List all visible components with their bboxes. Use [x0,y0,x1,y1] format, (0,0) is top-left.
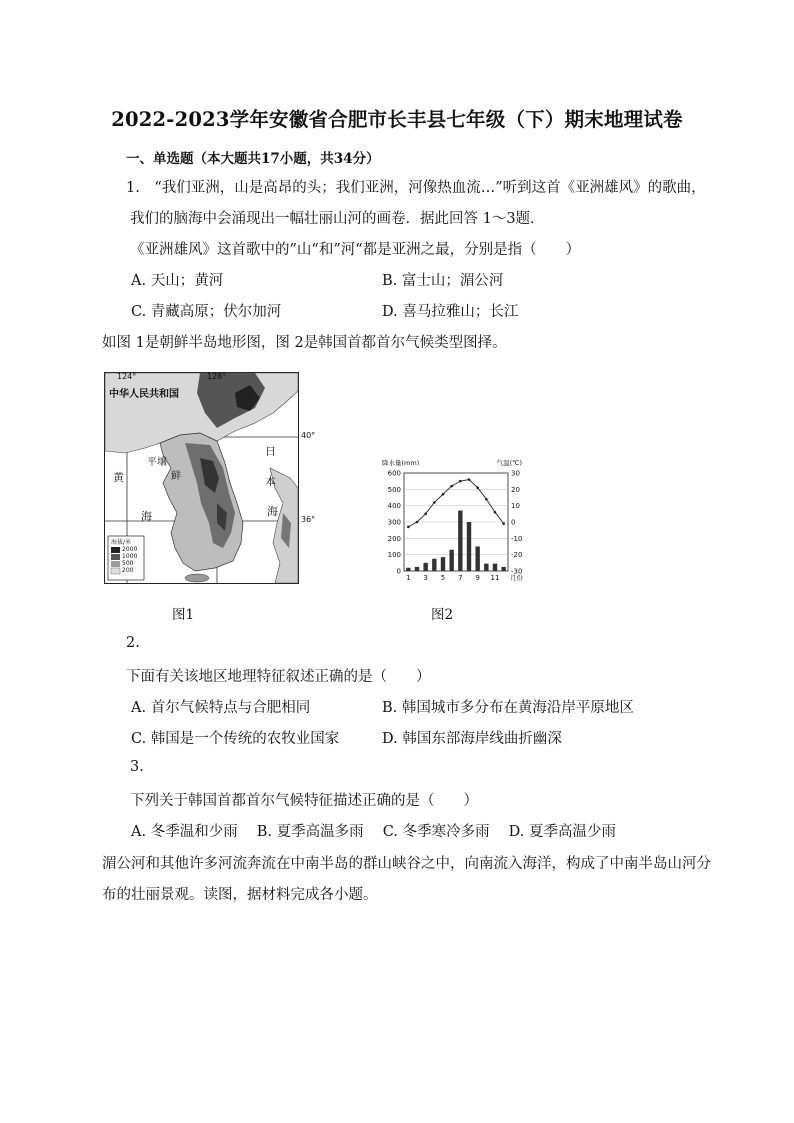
chart-temp-tick: 10 [511,502,520,511]
chart-precip-bar [441,557,445,571]
map-label-china: 中华人民共和国 [109,389,179,400]
korea-map [104,372,316,584]
chart-precip-bar [458,511,462,571]
chart-temp-point [407,526,410,529]
chart-temp-tick: 30 [511,469,520,478]
q2-stem: 下面有关该地区地理特征叙述正确的是（ ） [126,669,431,685]
climate-chart [378,455,530,585]
q1-option-d: D. 喜马拉雅山；长江 [382,304,519,320]
chart-x-tick: 7 [458,574,463,582]
chart-temp-point [476,486,479,489]
chart-precip-tick: 0 [396,567,401,576]
q2-number: 2. [126,635,140,651]
map-label-huang: 黄 [113,471,124,484]
chart-temp-tick: 20 [511,485,520,494]
map-label-ben: 本 [265,475,276,488]
map-label-xian: 鲜 [171,471,181,482]
chart-precip-axis-title: 降水量(mm) [382,459,420,467]
chart-temp-point [459,480,462,483]
chart-precip-bar [501,567,505,571]
chart-precip-bar [449,550,453,571]
q1-stem-line2: 我们的脑海中会涌现出一幅壮丽山河的画卷．据此回答 1～3题． [130,211,545,227]
q1-stem-line3: 《亚洲雄风》这首歌中的”山“和”河“都是亚洲之最，分别是指（ ） [130,242,581,258]
chart-precip-tick: 600 [387,469,401,478]
chart-temp-tick: -10 [511,534,523,543]
q2-option-b: B. 韩国城市多分布在黄海沿岸平原地区 [382,700,634,716]
chart-x-axis-title: 月份 [510,574,523,582]
chart-precip-bar [423,563,427,571]
chart-temp-line [408,480,503,527]
chart-x-tick: 11 [490,574,500,582]
chart-precip-tick: 300 [387,518,401,527]
chart-precip-bar [493,564,497,571]
chart-temp-point [416,521,419,524]
chart-x-tick: 9 [475,574,480,582]
chart-precip-bar [406,568,410,571]
chart-precip-tick: 500 [387,485,401,494]
map-legend-title: 海拔/米 [111,539,132,546]
map-legend-200: 200 [122,567,134,574]
chart-precip-tick: 400 [387,502,401,511]
map-label-pyongyang: 平壤 [147,457,167,468]
figure-intro: 如图 1是朝鲜半岛地形图，图 2是韩国首都首尔气候类型图择。 [102,335,507,351]
chart-precip-bar [467,522,471,571]
chart-x-tick: 3 [423,574,428,582]
chart-precip-bar [432,559,436,571]
chart-precip-tick: 200 [387,534,401,543]
map-lon-128: 128° [207,372,227,381]
q1-stem-line1: 1. “我们亚洲，山是高昂的头；我们亚洲，河像热血流…”听到这首《亚洲雄风》的歌曲， [126,180,706,196]
map-label-ri: 日 [265,445,276,458]
passage-line1: 湄公河和其他许多河流奔流在中南半岛的群山峡谷之中，向南流入海洋，构成了中南半岛山河分 [102,856,711,872]
map-legend-1000: 1000 [122,553,138,560]
chart-temp-point [485,498,488,501]
map-lat-36: 36° [301,515,316,524]
chart-precip-bar [484,564,488,571]
map-legend-2000: 2000 [122,546,138,553]
climate-chart-svg [378,455,530,585]
chart-precip-bar [415,567,419,571]
chart-temp-point [494,511,497,514]
q2-option-a: A. 首尔气候特点与合肥相同 [131,700,311,716]
exam-title: 2022-2023学年安徽省合肥市长丰县七年级（下）期末地理试卷 [111,108,683,131]
q2-option-c: C. 韩国是一个传统的农牧业国家 [131,731,340,747]
chart-temp-point [424,513,427,516]
q3-options: A. 冬季温和少雨 B. 夏季高温多雨 C. 冬季寒冷多雨 D. 夏季高温少雨 [131,824,617,840]
q1-option-c: C. 青藏高原；伏尔加河 [131,304,282,320]
chart-x-tick: 1 [406,574,411,582]
q2-option-d: D. 韩国东部海岸线曲折幽深 [382,731,562,747]
chart-temp-tick: 0 [511,518,516,527]
chart-temp-axis-title: 气温(℃) [496,459,522,467]
q1-option-b: B. 富士山；湄公河 [382,273,504,289]
section-heading: 一、单选题（本大题共17小题，共34分） [126,151,380,167]
map-legend-500: 500 [122,560,134,567]
chart-temp-point [433,501,436,504]
chart-temp-point [442,493,445,496]
chart-x-tick: 5 [440,574,446,582]
q1-option-a: A. 天山；黄河 [131,273,224,289]
chart-temp-tick: -20 [511,551,523,560]
chart-precip-bar [475,547,479,572]
chart-temp-point [502,522,505,525]
q3-stem: 下列关于韩国首都首尔气候特征描述正确的是（ ） [130,793,478,809]
figure1-caption: 图1 [172,607,195,623]
chart-precip-tick: 100 [387,551,401,560]
chart-temp-point [450,485,453,488]
map-lat-40: 40° [301,431,316,440]
map-label-hai: 海 [141,510,152,523]
map-lon-124: 124° [117,372,137,381]
map-label-hai2: 海 [267,505,278,518]
figure2-caption: 图2 [431,607,454,623]
chart-temp-tick: -30 [511,567,523,576]
q3-number: 3. [130,759,144,775]
chart-temp-point [468,478,471,481]
passage-line2: 布的壮丽景观。读图，据材料完成各小题。 [102,887,378,903]
